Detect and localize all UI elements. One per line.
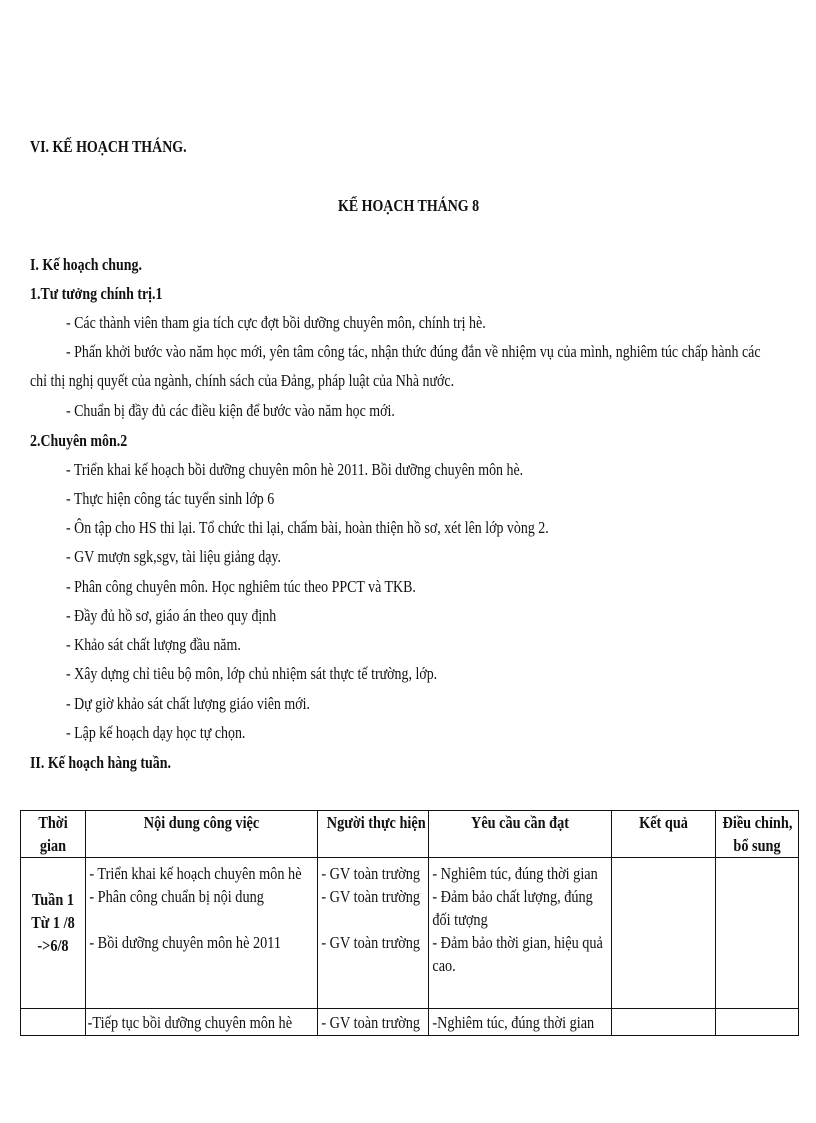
header-time	[21, 811, 86, 858]
sub1-line: - Phấn khởi bước vào năm học mới, yên tâm công tác, nhận thức đúng đắn về nhiệm vụ của mình, nghiêm túc chấp hành các	[66, 342, 761, 361]
sub1-line: - Chuẩn bị đầy đủ các điều kiện để bước vào năm học mới.	[66, 401, 395, 420]
row1-people-item: - GV toàn trường	[321, 933, 421, 952]
row2-result	[612, 1009, 716, 1036]
row1-time-line1: Tuần 1	[32, 890, 74, 909]
row2-people	[318, 1009, 429, 1036]
table-row	[21, 1009, 799, 1036]
header-adjust-line1: Điều chỉnh,	[722, 813, 793, 832]
row1-time-line2: Từ 1 /8	[31, 913, 75, 932]
row1-time-line3: ->6/8	[37, 936, 69, 955]
row1-content	[86, 858, 318, 1009]
sub2-line: - Khảo sát chất lượng đầu năm.	[66, 635, 241, 654]
row1-adjust	[716, 858, 799, 1009]
row2-people-item: - GV toàn trường	[321, 1013, 421, 1032]
row1-requirements	[429, 858, 612, 1009]
row2-requirements	[429, 1009, 612, 1036]
row2-content	[86, 1009, 318, 1036]
sub2-line: - Phân công chuyên môn. Học nghiêm túc theo PPCT và TKB.	[66, 577, 416, 596]
table-header-row	[21, 811, 799, 858]
header-content-label: Nội dung công việc	[143, 813, 260, 832]
sub2-line: - Dự giờ khảo sát chất lượng giáo viên mới.	[66, 694, 310, 713]
sub2-line: - GV mượn sgk,sgv, tài liệu giảng dạy.	[66, 547, 281, 566]
main-title: KẾ HOẠCH THÁNG 8	[338, 196, 480, 215]
sub2-heading: 2.Chuyên môn.2	[30, 431, 128, 450]
header-people-label: Người thực hiện	[326, 813, 426, 832]
section-heading: VI. KẾ HOẠCH THÁNG.	[30, 137, 187, 156]
row1-people-item: - GV toàn trường	[321, 864, 421, 883]
row1-content-item: - Phân công chuẩn bị nội dung	[89, 887, 264, 906]
row1-time	[21, 858, 86, 1009]
row2-adjust	[716, 1009, 799, 1036]
row1-content-item: - Bồi dưỡng chuyên môn hè 2011	[89, 933, 282, 952]
row1-people	[318, 858, 429, 1009]
header-result-label: Kết quả	[639, 813, 688, 832]
row1-requirement-item: - Nghiêm túc, đúng thời gian	[432, 864, 598, 883]
row1-requirement-item: - Đảm bảo chất lượng, đúng	[432, 887, 593, 906]
row2-content-item: -Tiếp tục bồi dưỡng chuyên môn hè	[87, 1013, 293, 1032]
header-people	[318, 811, 429, 858]
part1-heading: I. Kế hoạch chung.	[30, 255, 142, 274]
header-adjust-line2: bổ sung	[733, 836, 781, 855]
row2-requirement-item: -Nghiêm túc, đúng thời gian	[432, 1013, 595, 1032]
header-time-line2: gian	[39, 836, 67, 855]
sub2-line: - Xây dựng chỉ tiêu bộ môn, lớp chủ nhiệm sát thực tế trường, lớp.	[66, 664, 438, 683]
row1-requirement-item: đối tượng	[432, 910, 488, 929]
sub2-line: - Triển khai kế hoạch bồi dưỡng chuyên môn hè 2011. Bồi dưỡng chuyên môn hè.	[66, 460, 524, 479]
header-result	[612, 811, 716, 858]
row1-people-item: - GV toàn trường	[321, 887, 421, 906]
sub2-line: - Đầy đủ hồ sơ, giáo án theo quy định	[66, 606, 277, 625]
header-time-line1: Thời	[38, 813, 68, 832]
header-requirements	[429, 811, 612, 858]
row2-time	[21, 1009, 86, 1036]
sub2-line: - Ôn tập cho HS thi lại. Tổ chức thi lại, chấm bài, hoàn thiện hồ sơ, xét lên lớp vòng 2.	[66, 518, 549, 537]
row1-result	[612, 858, 716, 1009]
weekly-plan-table	[20, 810, 799, 1036]
part2-heading: II. Kế hoạch hàng tuần.	[30, 753, 171, 772]
header-requirements-label: Yêu cầu cần đạt	[471, 813, 569, 832]
header-content	[86, 811, 318, 858]
header-adjust	[716, 811, 799, 858]
row1-content-item: - Triển khai kế hoạch chuyên môn hè	[89, 864, 302, 883]
row1-requirement-item: - Đảm bảo thời gian, hiệu quả	[432, 933, 603, 952]
row1-requirement-item: cao.	[432, 956, 456, 975]
sub1-line: - Các thành viên tham gia tích cực đợt bồi dưỡng chuyên môn, chính trị hè.	[66, 313, 486, 332]
sub2-line: - Lập kế hoạch dạy học tự chọn.	[66, 723, 246, 742]
table-row	[21, 858, 799, 1009]
sub1-line: chỉ thị nghị quyết của ngành, chính sách của Đảng, pháp luật của Nhà nước.	[30, 371, 455, 390]
sub2-line: - Thực hiện công tác tuyển sinh lớp 6	[66, 489, 275, 508]
sub1-heading: 1.Tư tưởng chính trị.1	[30, 284, 163, 303]
